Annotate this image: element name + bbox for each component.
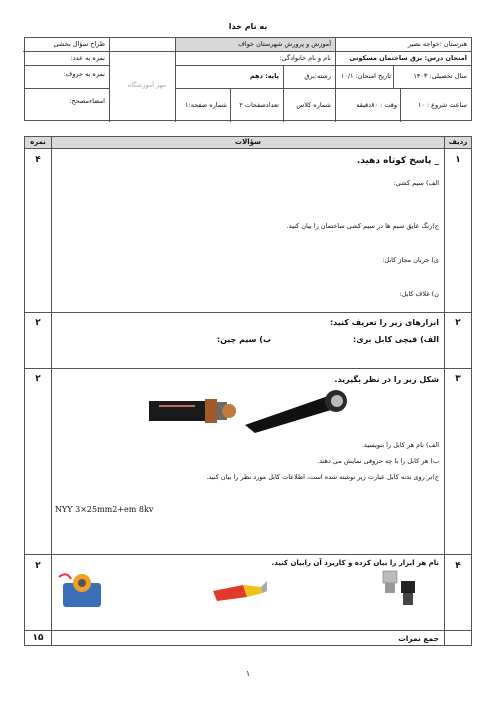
page-number: ۱ — [245, 669, 251, 678]
question-title: ابزارهای زیر را تعریف کنید: — [329, 318, 439, 327]
start-time: ساعت شروع : ۱۰ — [417, 101, 467, 109]
exam-subject: امتحان درس: برق ساختمان مسکونی — [349, 54, 467, 62]
question-item: ی) جریان مجاز کابل: — [382, 256, 439, 264]
cable-copper-core — [222, 404, 236, 418]
question-row-1 — [25, 149, 471, 313]
grade-level: پایه: دهم — [249, 72, 279, 80]
question-title: _ پاسخ کوتاه دهید. — [356, 156, 439, 166]
cable-sheath-left — [149, 401, 205, 421]
soldering-station-image — [57, 569, 109, 611]
cable-glands-image — [379, 567, 419, 611]
question-item: ج)بر روی بدنه کابل عبارت زیر نوشته شده است، اطلاعات کابل مورد نظر را بیان کنید. — [206, 473, 439, 481]
question-item: الف) قیچی کابل بری: — [353, 335, 439, 344]
header-score-col: نمره — [30, 138, 46, 146]
student-name-field: نام و نام خانوادگی: — [279, 54, 331, 62]
question-score: ۲ — [35, 318, 41, 328]
question-row-2 — [25, 313, 471, 369]
table-header — [25, 137, 471, 149]
header-questions-col: سؤالات — [235, 138, 261, 146]
station-cable — [59, 574, 71, 579]
cable-code: NYY 3×25mm2+em 8kv — [55, 505, 154, 514]
question-number: ۳ — [455, 374, 461, 384]
field-of-study: رشته:برق — [304, 72, 331, 80]
score-in-digits: نمره به عدد: — [70, 54, 105, 62]
gland-black-thread — [403, 593, 413, 605]
cable-aluminum-core — [331, 395, 343, 407]
question-title: شکل زیر را در نظر بگیرید. — [334, 375, 439, 384]
page-count: تعدادصفحات ۲ — [239, 101, 279, 109]
gland-grey-nut — [383, 571, 397, 583]
school-stamp-area: مهر آموزشگاه — [127, 81, 167, 89]
total-row — [25, 631, 471, 647]
question-item: ج)رنگ عایق سیم ها در سیم کشی ساختمان را بیان کنید. — [286, 222, 439, 230]
cable-armor — [205, 399, 217, 423]
basmala: به نام خدا — [228, 22, 268, 31]
question-row-4 — [25, 555, 471, 631]
questions-table — [24, 136, 472, 646]
question-number: ۴ — [455, 561, 461, 571]
cable-knife-image — [209, 577, 269, 607]
question-item: الف) سیم کشی: — [393, 179, 439, 187]
header-row-col: ردیف — [448, 138, 468, 146]
gland-black-nut — [401, 581, 415, 593]
question-designer: طراح سؤال بخشی — [53, 40, 105, 48]
department: آموزش و پرورش شهرستان خواف — [238, 40, 331, 48]
score-in-words: نمره به حروف: — [63, 70, 105, 78]
page-number-field: شماره صفحه:۱ — [185, 101, 227, 109]
cable-print — [159, 405, 195, 407]
question-item: ن) غلاف کابل: — [399, 290, 439, 298]
question-row-3 — [25, 369, 471, 555]
cable-illustration — [149, 389, 351, 433]
question-item: ب) هر کابل را با چه حروفی نمایش می دهند. — [317, 457, 439, 465]
exam-header — [24, 37, 472, 121]
question-number: ۲ — [455, 318, 461, 328]
question-item: ب) سیم چین: — [216, 335, 271, 344]
class-number: شماره کلاس — [296, 101, 331, 109]
question-item: الف) نام هر کابل را بنویسید. — [361, 441, 439, 449]
question-score: ۴ — [35, 155, 41, 165]
gland-grey-thread — [385, 583, 395, 593]
exam-date: تاریخ امتحان: ۱۰/۱ — [340, 72, 391, 80]
question-number: ۱ — [455, 155, 461, 165]
duration: وقت : ۸۰دقیقه — [356, 101, 397, 109]
school-year: سال تحصیلی: ۱۴۰۳ — [413, 72, 467, 80]
total-score: ۱۵ — [32, 633, 44, 643]
total-label: جمع نمرات — [398, 634, 439, 643]
grader-signature: امضاءمصحح: — [69, 97, 105, 105]
station-center — [78, 579, 86, 587]
question-score: ۲ — [35, 374, 41, 384]
question-title: نام هر ابزار را بیان کرده و کاربرد آن رابیان کنید. — [271, 559, 439, 567]
question-score: ۲ — [35, 561, 41, 571]
school-name: هنرستان :خواجه نصیر — [407, 40, 467, 48]
knife-handle — [213, 585, 247, 601]
